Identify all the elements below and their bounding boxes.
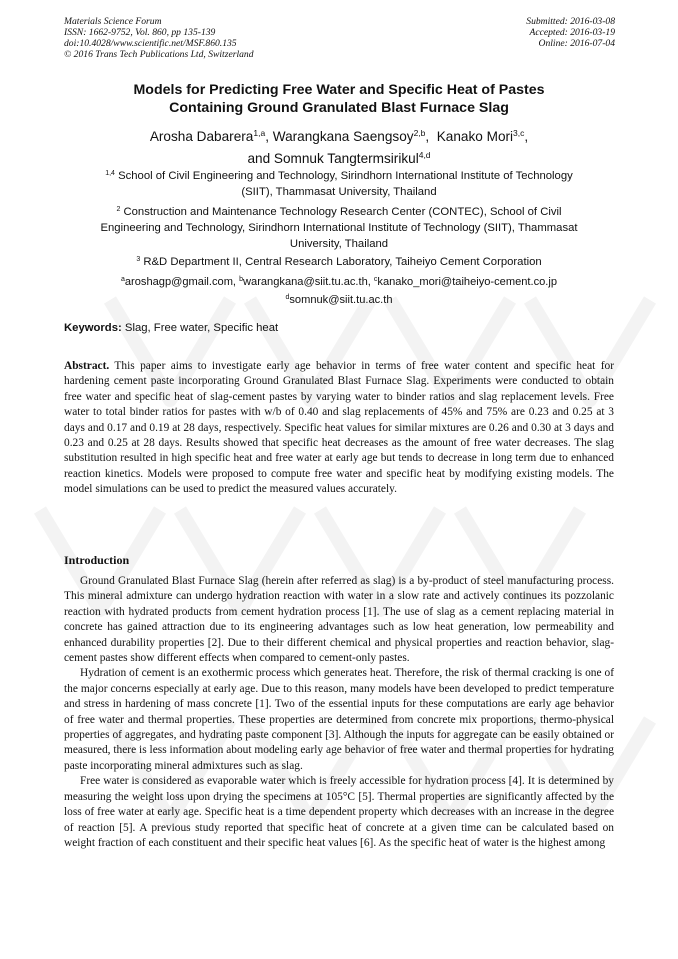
email-mark: a: [120, 276, 125, 283]
email-link[interactable]: aroshagp@gmail.com,: [124, 276, 240, 288]
copyright: © 2016 Trans Tech Publications Ltd, Switzerland: [64, 49, 254, 61]
email-link[interactable]: kanako_mori@taiheiyo-cement.co.jp: [377, 276, 558, 288]
author-affiliation-mark: 2,b: [413, 128, 426, 138]
affiliation-text: (SIIT), Thammasat University, Thailand: [241, 186, 437, 198]
abstract: [64, 359, 614, 498]
author-name: Arosha Dabarera: [149, 129, 254, 144]
introduction-body: [64, 574, 614, 851]
title-line-1: Models for Predicting Free Water and Specific Heat of Pastes: [133, 82, 545, 98]
keywords-text: Slag, Free water, Specific heat: [121, 322, 279, 334]
email-link[interactable]: somnuk@siit.tu.ac.th: [289, 294, 393, 306]
issn: ISSN: 1662-9752, Vol. 860, pp 135-139: [64, 27, 216, 39]
affiliation-text: School of Civil Engineering and Technology, Sirindhorn International Institute of Technology: [118, 170, 573, 182]
affiliation-1: [64, 166, 614, 200]
online-date: Online: 2016-07-04: [538, 38, 615, 50]
author-name: Warangkana Saengsoy: [272, 129, 414, 144]
affiliation-text: Construction and Maintenance Technology Research Center (CONTEC), School of Civil: [123, 206, 562, 218]
submitted-date: Submitted: 2016-03-08: [526, 16, 615, 27]
affiliation-text: University, Thailand: [289, 238, 389, 250]
paragraph: Ground Granulated Blast Furnace Slag (herein after referred as slag) is a by-product of steel manufacturing process. This mineral admixture can undergo hydration reaction with water in a slow rate and actively continues its pozzolanic reaction with hydrated products from cement hydration process [1]. The use of slag as a cement replacing material in concrete has gained attraction due to its engineering advantages such as low heat generation, low permeability and enhanced durability properties [2]. Due to their different chemical and physical properties and reaction behavior, slag-cement pastes show different effects when compared to cement-only pastes.: [64, 575, 614, 665]
author-separator: ,: [425, 129, 437, 144]
email-link[interactable]: warangkana@siit.tu.ac.th,: [243, 276, 374, 288]
author-emails: [64, 272, 614, 308]
author-separator: ,: [524, 129, 529, 144]
author-name: and Somnuk Tangtermsirikul: [247, 151, 419, 166]
paragraph: Hydration of cement is an exothermic process which generates heat. Therefore, the risk of thermal cracking is one of the major concerns especially at early age. Due to this reason, many models have been developed to predict temperature and stress in hardening of mass concrete [1]. Two of the essential inputs for these computations are early age behavior of free water and thermal properties. These properties are determined from concrete mix proportions, thermo-physical properties of aggregates, and hydrating paste component [3]. Although the inputs for aggregate can be easily obtained or measured, there is less information about modeling early age behavior of free water and thermal properties for hydrating paste incorporating mineral admixtures such as slag.: [64, 667, 614, 772]
affiliation-text: R&D Department II, Central Research Laboratory, Taiheiyo Cement Corporation: [143, 256, 542, 268]
email-mark: d: [285, 294, 290, 301]
abstract-text: This paper aims to investigate early age behavior in terms of free water content and specific heat for hardening cement paste incorporating Ground Granulated Blast Furnace Slag. Experiments were conducted to obtain free water and specific heat of slag-cement pastes by varying water to binder ratios and slag replacement levels. Free water to total binder ratios for pastes with w/b of 0.40 and slag replacements of 45% and 75% are 0.23 and 0.25 at 3 days and 0.17 and 0.19 at 28 days, respectively. Specific heat values for similar mixtures are 0.26 and 0.30 at 3 days and 0.23 and 0.25 at 28 days. Results showed that specific heat decreases as the amount of free water decreases. The slag substitution resulted in high specific heat and free water at early age but tends to decrease in long term due to enhanced reaction kinetics. Models were proposed to compute free water and specific heat by modifying existing models. The model simulations can be used to predict the measured values accurately.: [64, 360, 614, 496]
author-affiliation-mark: 3,c: [513, 128, 525, 138]
journal-info: [64, 16, 254, 60]
affiliation-text: Engineering and Technology, Sirindhorn International Institute of Technology (SIIT), Thammasat: [100, 222, 578, 234]
doi: doi:10.4028/www.scientific.net/MSF.860.135: [64, 38, 237, 50]
affiliation-mark: 2: [116, 206, 121, 213]
affiliation-mark: 1,4: [105, 170, 115, 177]
affiliation-3: [64, 252, 614, 270]
author-affiliation-mark: 1,a: [253, 128, 266, 138]
keywords-label: Keywords:: [64, 322, 122, 334]
title-line-2: Containing Ground Granulated Blast Furnace Slag: [169, 99, 509, 116]
journal-name: Materials Science Forum: [64, 16, 162, 27]
abstract-label: Abstract.: [64, 360, 110, 372]
author-name: Kanako Mori: [436, 129, 514, 144]
paragraph: Free water is considered as evaporable water which is freely accessible for hydration process [4]. It is determined by measuring the weight loss upon drying the specimens at 105°C [5]. Thermal properties are significantly affected by the loss of free water at early age. Specific heat is a time dependent property which decreases with an increase in the degree of reaction [5]. A previous study reported that specific heat of concrete at a given time can be calculated based on weight fraction of each constituent and their specific heat values [6]. As the specific heat of water is the highest among: [64, 775, 614, 849]
email-mark: c: [373, 276, 378, 283]
affiliation-2: [64, 202, 614, 252]
author-list: [64, 124, 614, 168]
accepted-date: Accepted: 2016-03-19: [529, 27, 615, 39]
paper-title: [64, 82, 614, 117]
keywords: [64, 322, 278, 334]
author-affiliation-mark: 4,d: [418, 150, 431, 160]
publication-dates: [526, 16, 615, 49]
author-separator: ,: [265, 129, 273, 144]
section-heading-introduction: Introduction: [64, 553, 130, 567]
email-mark: b: [239, 276, 244, 283]
affiliation-mark: 3: [136, 256, 141, 263]
